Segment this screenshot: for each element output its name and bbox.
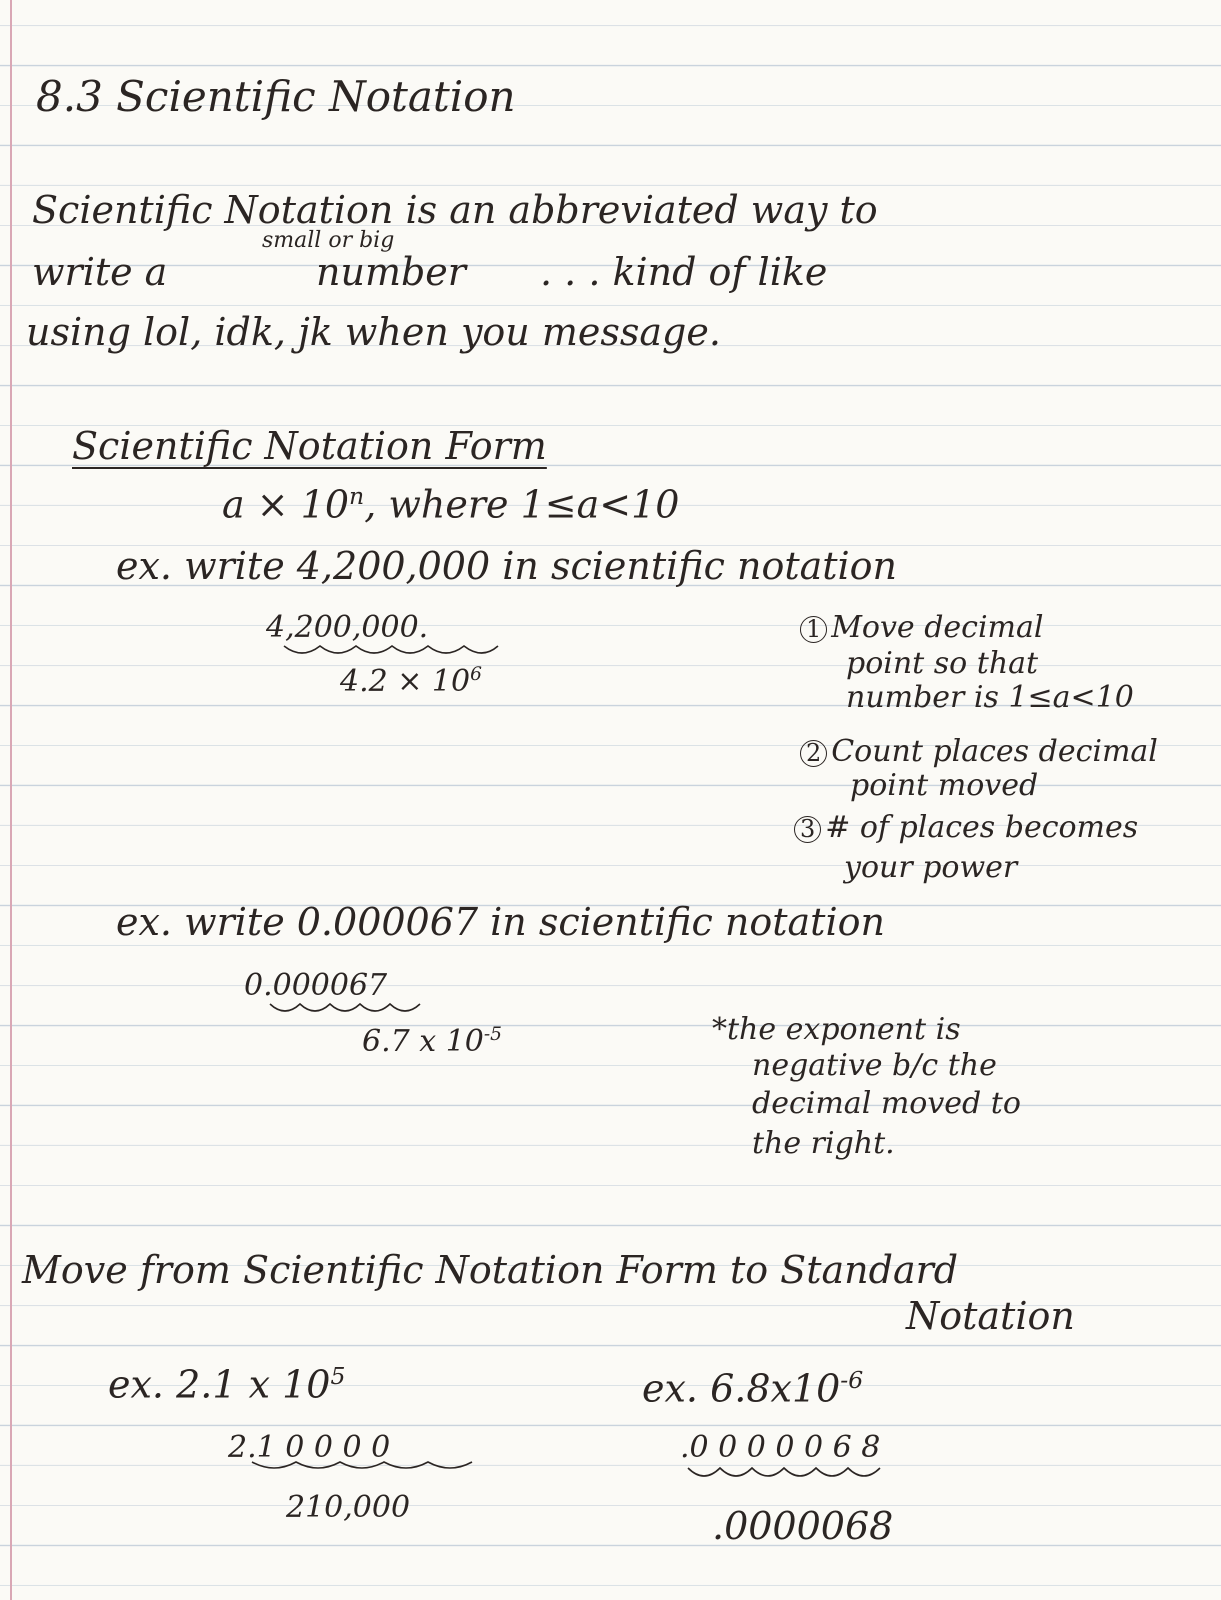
step-1-line-3: number is 1≤a<10: [846, 680, 1134, 715]
step-3-line-1: # of places becomes: [825, 810, 1139, 845]
example-2-note-line-4: the right.: [752, 1126, 895, 1161]
example-4-prompt-exponent: -6: [840, 1366, 864, 1394]
notebook-margin-line: [10, 0, 12, 1600]
form-formula: [222, 482, 679, 527]
example-3-answer: 210,000: [286, 1490, 411, 1525]
example-2-work: 0.000067: [244, 968, 388, 1003]
step-2-line-2: point moved: [850, 768, 1039, 803]
intro-line-3: using lol, idk, jk when you message.: [26, 310, 721, 354]
step-3-number: 3: [794, 816, 821, 843]
section-2-heading: Move from Scientific Notation Form to Standard: [22, 1248, 959, 1292]
step-1-line-2: point so that: [846, 646, 1039, 681]
step-3-line-2: your power: [844, 850, 1018, 885]
example-1-decimal-hops: [282, 642, 502, 662]
example-4-prompt-base: ex. 6.8x10: [642, 1366, 841, 1411]
step-2: [800, 734, 1158, 769]
example-2-note-line-3: decimal moved to: [752, 1086, 1021, 1121]
example-3-decimal-hops: [250, 1458, 490, 1476]
example-1-result-base: 4.2 × 10: [340, 664, 471, 699]
example-3-prompt-exponent: 5: [330, 1362, 346, 1390]
step-2-number: 2: [800, 740, 827, 767]
example-1-prompt: ex. write 4,200,000 in scientific notation: [116, 544, 898, 588]
example-2-result-exponent: -5: [483, 1024, 502, 1045]
step-2-line-1: Count places decimal: [831, 734, 1158, 769]
formula-exponent: n: [349, 482, 365, 510]
example-2-note-line-1: *the exponent is: [712, 1012, 961, 1047]
intro-annotation: small or big: [262, 228, 395, 253]
intro-line-1: Scientific Notation is an abbreviated way to: [32, 188, 878, 232]
step-1-number: 1: [800, 616, 827, 643]
example-3-prompt: [108, 1362, 345, 1407]
section-2-heading-line-2: Notation: [906, 1294, 1075, 1338]
example-3-work: 2.1 0 0 0 0: [228, 1430, 391, 1465]
example-1-result: [340, 664, 482, 699]
example-2-note-line-2: negative b/c the: [752, 1048, 997, 1083]
example-2-result: [362, 1024, 502, 1059]
intro-line-2-end: . . . kind of like: [540, 250, 828, 294]
page-title: 8.3 Scientific Notation: [36, 72, 516, 121]
step-3: [794, 810, 1138, 845]
example-4-decimal-hops: [684, 1464, 894, 1486]
example-4-prompt: [642, 1366, 863, 1411]
formula-base: a × 10: [222, 482, 350, 527]
example-3-prompt-base: ex. 2.1 x 10: [108, 1362, 331, 1407]
intro-number-word: number: [316, 250, 466, 294]
example-2-result-base: 6.7 x 10: [362, 1024, 484, 1059]
intro-line-2-start: write a: [32, 250, 168, 294]
example-2-decimal-hops: [268, 1000, 448, 1020]
formula-condition: , where 1≤a<10: [364, 482, 680, 527]
step-1: [800, 610, 1044, 645]
example-1-work: 4,200,000.: [266, 610, 429, 645]
example-1-result-exponent: 6: [470, 664, 482, 685]
example-2-prompt: ex. write 0.000067 in scientific notation: [116, 900, 885, 944]
example-4-work: .0 0 0 0 0 6 8: [680, 1430, 881, 1465]
example-4-answer: .0000068: [712, 1504, 894, 1548]
form-heading: Scientific Notation Form: [72, 424, 547, 468]
step-1-line-1: Move decimal: [831, 610, 1044, 645]
